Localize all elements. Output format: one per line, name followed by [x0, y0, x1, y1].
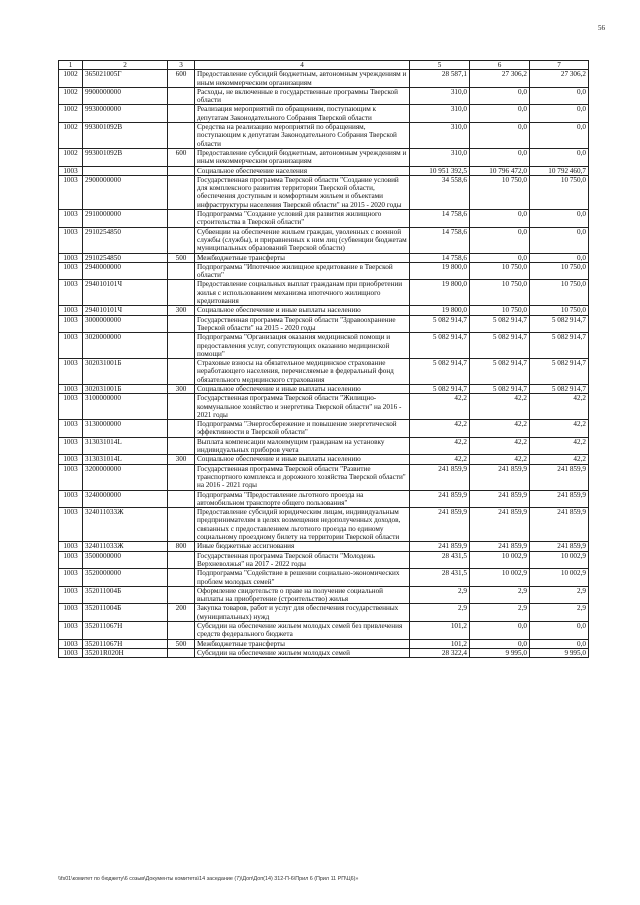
table-row	[59, 420, 589, 438]
amount-col6-cell: 27 306,2	[470, 70, 530, 88]
item-name-cell: Социальное обеспечение населения	[195, 166, 410, 175]
section-code-cell: 1003	[59, 262, 83, 280]
target-article-cell: 2940000000	[83, 262, 168, 280]
table-row	[59, 490, 589, 508]
amount-col5-cell: 42,2	[410, 420, 470, 438]
amount-col6-cell: 0,0	[470, 148, 530, 166]
item-name-cell: Оформление свидетельств о праве на получение социальной выплаты на приобретение (строительство) жилья	[195, 586, 410, 604]
table-row	[59, 70, 589, 88]
amount-col5-cell: 5 082 914,7	[410, 359, 470, 385]
amount-col5-cell: 241 859,9	[410, 490, 470, 508]
amount-col6-cell: 5 082 914,7	[470, 315, 530, 333]
expense-type-cell	[168, 648, 195, 657]
amount-col6-cell: 241 859,9	[470, 464, 530, 490]
target-article-cell: 3020000000	[83, 333, 168, 359]
expense-type-cell	[168, 490, 195, 508]
table-row	[59, 569, 589, 587]
expense-type-cell	[168, 227, 195, 253]
amount-col7-cell: 10 750,0	[530, 306, 589, 315]
target-article-cell: 993001092В	[83, 123, 168, 149]
item-name-cell: Реализация мероприятий по обращениям, поступающим к депутатам Законодательного Собрания Тверской области	[195, 105, 410, 123]
amount-col5-cell: 5 082 914,7	[410, 315, 470, 333]
item-name-cell: Иные бюджетные ассигнования	[195, 542, 410, 551]
amount-col5-cell: 14 758,6	[410, 253, 470, 262]
target-article-cell: 3500000000	[83, 551, 168, 569]
table-row	[59, 508, 589, 542]
expense-type-cell	[168, 123, 195, 149]
table-row	[59, 166, 589, 175]
amount-col6-cell: 10 750,0	[470, 262, 530, 280]
amount-col5-cell: 14 758,6	[410, 210, 470, 228]
expense-type-cell	[168, 105, 195, 123]
amount-col7-cell: 0,0	[530, 622, 589, 640]
table-row	[59, 455, 589, 464]
table-row	[59, 359, 589, 385]
amount-col6-cell: 5 082 914,7	[470, 359, 530, 385]
amount-col7-cell: 241 859,9	[530, 542, 589, 551]
section-code-cell: 1003	[59, 490, 83, 508]
table-row	[59, 262, 589, 280]
expense-type-cell	[168, 464, 195, 490]
amount-col7-cell: 10 750,0	[530, 175, 589, 209]
amount-col6-cell: 5 082 914,7	[470, 333, 530, 359]
section-code-cell: 1003	[59, 586, 83, 604]
target-article-cell: 302031001Б	[83, 384, 168, 393]
amount-col7-cell: 42,2	[530, 437, 589, 455]
table-row	[59, 333, 589, 359]
amount-col7-cell: 42,2	[530, 394, 589, 420]
amount-col6-cell: 10 750,0	[470, 280, 530, 306]
section-code-cell: 1003	[59, 333, 83, 359]
item-name-cell: Подпрограмма "Ипотечное жилищное кредитование в Тверской области"	[195, 262, 410, 280]
table-row	[59, 175, 589, 209]
section-code-cell: 1002	[59, 123, 83, 149]
header-col-5: 5	[410, 61, 470, 70]
target-article-cell: 352011004Б	[83, 604, 168, 622]
expense-type-cell	[168, 359, 195, 385]
amount-col5-cell: 310,0	[410, 123, 470, 149]
target-article-cell: 313031014L	[83, 455, 168, 464]
amount-col5-cell: 34 558,6	[410, 175, 470, 209]
table-row	[59, 253, 589, 262]
table-row	[59, 437, 589, 455]
section-code-cell: 1003	[59, 604, 83, 622]
item-name-cell: Государственная программа Тверской области "Развитие транспортного комплекса и дорожного хозяйства Тверской области" на 2016 - 2021 годы	[195, 464, 410, 490]
amount-col6-cell: 0,0	[470, 227, 530, 253]
amount-col6-cell: 0,0	[470, 639, 530, 648]
expense-type-cell	[168, 586, 195, 604]
expense-type-cell	[168, 315, 195, 333]
target-article-cell: 3520000000	[83, 569, 168, 587]
item-name-cell: Страховые взносы на обязательное медицинское страхование неработающего населения, перечисляемые в федеральный фонд обязательного медицинского страхования	[195, 359, 410, 385]
table-row	[59, 464, 589, 490]
table-header-row	[59, 61, 589, 70]
amount-col5-cell: 14 758,6	[410, 227, 470, 253]
amount-col5-cell: 42,2	[410, 437, 470, 455]
amount-col5-cell: 2,9	[410, 586, 470, 604]
item-name-cell: Социальное обеспечение и иные выплаты населению	[195, 306, 410, 315]
item-name-cell: Социальное обеспечение и иные выплаты населению	[195, 455, 410, 464]
section-code-cell: 1003	[59, 648, 83, 657]
table-row	[59, 227, 589, 253]
amount-col6-cell: 0,0	[470, 253, 530, 262]
section-code-cell: 1003	[59, 253, 83, 262]
section-code-cell: 1003	[59, 455, 83, 464]
amount-col6-cell: 2,9	[470, 604, 530, 622]
expense-type-cell	[168, 551, 195, 569]
expense-type-cell	[168, 569, 195, 587]
section-code-cell: 1003	[59, 639, 83, 648]
amount-col7-cell: 5 082 914,7	[530, 333, 589, 359]
amount-col6-cell: 0,0	[470, 123, 530, 149]
target-article-cell: 313031014L	[83, 437, 168, 455]
expense-type-cell: 300	[168, 384, 195, 393]
target-article-cell	[83, 166, 168, 175]
amount-col5-cell: 310,0	[410, 148, 470, 166]
table-row	[59, 586, 589, 604]
amount-col6-cell: 10 002,9	[470, 569, 530, 587]
section-code-cell: 1003	[59, 394, 83, 420]
amount-col5-cell: 19 800,0	[410, 280, 470, 306]
expense-type-cell	[168, 420, 195, 438]
expense-type-cell	[168, 622, 195, 640]
amount-col7-cell: 5 082 914,7	[530, 384, 589, 393]
header-col-4: 4	[195, 61, 410, 70]
amount-col7-cell: 42,2	[530, 455, 589, 464]
item-name-cell: Предоставление субсидий бюджетным, автономным учреждениям и иным некоммерческим организациям	[195, 148, 410, 166]
item-name-cell: Подпрограмма "Создание условий для развития жилищного строительства в Тверской области"	[195, 210, 410, 228]
item-name-cell: Государственная программа Тверской области "Создание условий для комплексного развития территории Тверской области, обеспечения доступным и комфортным жильем и объектами инфраструктуры населения Тверской области" на 2015 - 2020 годы	[195, 175, 410, 209]
item-name-cell: Закупка товаров, работ и услуг для обеспечения государственных (муниципальных) нужд	[195, 604, 410, 622]
amount-col7-cell: 0,0	[530, 123, 589, 149]
section-code-cell: 1003	[59, 384, 83, 393]
item-name-cell: Субсидии на обеспечение жильем молодых семей	[195, 648, 410, 657]
section-code-cell: 1003	[59, 166, 83, 175]
expense-type-cell	[168, 394, 195, 420]
item-name-cell: Подпрограмма "Организация оказания медицинской помощи и предоставления услуг, сопутствующих оказанию медицинской помощи"	[195, 333, 410, 359]
section-code-cell: 1002	[59, 70, 83, 88]
header-col-7: 7	[530, 61, 589, 70]
amount-col5-cell: 310,0	[410, 87, 470, 105]
target-article-cell: 352011067Н	[83, 622, 168, 640]
amount-col5-cell: 28 322,4	[410, 648, 470, 657]
amount-col5-cell: 101,2	[410, 622, 470, 640]
amount-col6-cell: 0,0	[470, 87, 530, 105]
item-name-cell: Подпрограмма "Содействие в решении социально-экономических проблем молодых семей"	[195, 569, 410, 587]
amount-col5-cell: 2,9	[410, 604, 470, 622]
target-article-cell: 2900000000	[83, 175, 168, 209]
header-col-2: 2	[83, 61, 168, 70]
amount-col7-cell: 2,9	[530, 586, 589, 604]
item-name-cell: Предоставление субсидий бюджетным, автономным учреждениям и иным некоммерческим организациям	[195, 70, 410, 88]
amount-col5-cell: 241 859,9	[410, 464, 470, 490]
amount-col7-cell: 0,0	[530, 210, 589, 228]
table-row	[59, 542, 589, 551]
budget-table	[58, 60, 589, 658]
amount-col7-cell: 10 792 460,7	[530, 166, 589, 175]
header-col-6: 6	[470, 61, 530, 70]
amount-col6-cell: 10 750,0	[470, 306, 530, 315]
amount-col6-cell: 10 750,0	[470, 175, 530, 209]
expense-type-cell	[168, 437, 195, 455]
amount-col6-cell: 0,0	[470, 622, 530, 640]
target-article-cell: 2910254850	[83, 227, 168, 253]
target-article-cell: 2910254850	[83, 253, 168, 262]
amount-col7-cell: 9 995,0	[530, 648, 589, 657]
amount-col6-cell: 10 002,9	[470, 551, 530, 569]
section-code-cell: 1002	[59, 105, 83, 123]
table-row	[59, 648, 589, 657]
expense-type-cell	[168, 210, 195, 228]
target-article-cell: 365021005Г	[83, 70, 168, 88]
item-name-cell: Предоставление социальных выплат гражданам при приобретении жилья с использованием механизма ипотечного жилищного кредитования	[195, 280, 410, 306]
amount-col5-cell: 28 431,5	[410, 551, 470, 569]
target-article-cell: 302031001Б	[83, 359, 168, 385]
amount-col7-cell: 241 859,9	[530, 508, 589, 542]
expense-type-cell	[168, 175, 195, 209]
amount-col5-cell: 28 431,5	[410, 569, 470, 587]
item-name-cell: Государственная программа Тверской области "Здравоохранение Тверской области" на 2015 - 2020 годы	[195, 315, 410, 333]
amount-col7-cell: 10 002,9	[530, 551, 589, 569]
amount-col6-cell: 5 082 914,7	[470, 384, 530, 393]
table-row	[59, 123, 589, 149]
expense-type-cell: 300	[168, 306, 195, 315]
amount-col6-cell: 0,0	[470, 105, 530, 123]
amount-col5-cell: 42,2	[410, 455, 470, 464]
table-row	[59, 148, 589, 166]
expense-type-cell: 300	[168, 455, 195, 464]
expense-type-cell	[168, 166, 195, 175]
header-col-1: 1	[59, 61, 83, 70]
amount-col6-cell: 42,2	[470, 455, 530, 464]
expense-type-cell: 800	[168, 542, 195, 551]
item-name-cell: Расходы, не включенные в государственные программы Тверской области	[195, 87, 410, 105]
table-row	[59, 551, 589, 569]
amount-col7-cell: 5 082 914,7	[530, 359, 589, 385]
amount-col5-cell: 5 082 914,7	[410, 384, 470, 393]
amount-col5-cell: 241 859,9	[410, 542, 470, 551]
amount-col6-cell: 0,0	[470, 210, 530, 228]
target-article-cell: 35201R020Н	[83, 648, 168, 657]
target-article-cell: 352011067Н	[83, 639, 168, 648]
target-article-cell: 324011033Ж	[83, 542, 168, 551]
expense-type-cell: 500	[168, 253, 195, 262]
amount-col6-cell: 241 859,9	[470, 490, 530, 508]
table-row	[59, 639, 589, 648]
expense-type-cell	[168, 87, 195, 105]
amount-col7-cell: 2,9	[530, 604, 589, 622]
expense-type-cell: 600	[168, 148, 195, 166]
item-name-cell: Государственная программа Тверской области "Жилищно-коммунальное хозяйство и энергетика Тверской области" на 2016 - 2021 годы	[195, 394, 410, 420]
item-name-cell: Выплата компенсации малоимущим гражданам на установку индивидуальных приборов учета	[195, 437, 410, 455]
amount-col7-cell: 42,2	[530, 420, 589, 438]
amount-col7-cell: 0,0	[530, 227, 589, 253]
amount-col7-cell: 241 859,9	[530, 464, 589, 490]
table-row	[59, 105, 589, 123]
expense-type-cell	[168, 333, 195, 359]
target-article-cell: 352011004Б	[83, 586, 168, 604]
expense-type-cell	[168, 280, 195, 306]
item-name-cell: Государственная программа Тверской области "Молодежь Верхневолжья" на 2017 - 2022 годы	[195, 551, 410, 569]
amount-col6-cell: 42,2	[470, 394, 530, 420]
table-row	[59, 604, 589, 622]
item-name-cell: Предоставление субсидий юридическим лицам, индивидуальным предпринимателям в целях возмещения недополученных доходов, связанных с предоставлением льготного проезда по единому социальному проездному билету на территории Тверской области	[195, 508, 410, 542]
expense-type-cell: 200	[168, 604, 195, 622]
section-code-cell: 1003	[59, 437, 83, 455]
amount-col7-cell: 10 750,0	[530, 262, 589, 280]
section-code-cell: 1003	[59, 508, 83, 542]
section-code-cell: 1003	[59, 306, 83, 315]
section-code-cell: 1003	[59, 622, 83, 640]
item-name-cell: Межбюджетные трансферты	[195, 639, 410, 648]
amount-col6-cell: 2,9	[470, 586, 530, 604]
target-article-cell: 324011033Ж	[83, 508, 168, 542]
amount-col7-cell: 0,0	[530, 105, 589, 123]
table-row	[59, 280, 589, 306]
table-row	[59, 315, 589, 333]
expense-type-cell	[168, 262, 195, 280]
amount-col6-cell: 42,2	[470, 437, 530, 455]
table-row	[59, 384, 589, 393]
expense-type-cell	[168, 508, 195, 542]
amount-col5-cell: 101,2	[410, 639, 470, 648]
footer-file-path: \\fs01\комитет по бюджету\6 созыв\Документы комитета\14 заседание (7)\Доп\Доп(14) 312-П-6\Прил 6 (Прил 11 РП\Ц6)»	[58, 876, 359, 882]
section-code-cell: 1003	[59, 280, 83, 306]
target-article-cell: 3100000000	[83, 394, 168, 420]
amount-col6-cell: 241 859,9	[470, 508, 530, 542]
amount-col6-cell: 241 859,9	[470, 542, 530, 551]
expense-type-cell: 500	[168, 639, 195, 648]
target-article-cell: 3130000000	[83, 420, 168, 438]
header-col-3: 3	[168, 61, 195, 70]
section-code-cell: 1002	[59, 87, 83, 105]
target-article-cell: 9930000000	[83, 105, 168, 123]
table-row	[59, 394, 589, 420]
target-article-cell: 9900000000	[83, 87, 168, 105]
target-article-cell: 294010101Ч	[83, 306, 168, 315]
amount-col5-cell: 5 082 914,7	[410, 333, 470, 359]
table-body	[59, 70, 589, 658]
table-row	[59, 622, 589, 640]
amount-col7-cell: 0,0	[530, 253, 589, 262]
item-name-cell: Межбюджетные трансферты	[195, 253, 410, 262]
amount-col7-cell: 10 750,0	[530, 280, 589, 306]
item-name-cell: Субвенции на обеспечение жильем граждан, уволенных с военной службы (службы), и приравненных к ним лиц (субвенции бюджетам муниципальных образований Тверской области)	[195, 227, 410, 253]
section-code-cell: 1002	[59, 148, 83, 166]
amount-col5-cell: 42,2	[410, 394, 470, 420]
amount-col7-cell: 0,0	[530, 87, 589, 105]
section-code-cell: 1003	[59, 315, 83, 333]
section-code-cell: 1003	[59, 175, 83, 209]
page-number: 56	[598, 24, 605, 32]
section-code-cell: 1003	[59, 420, 83, 438]
section-code-cell: 1003	[59, 359, 83, 385]
item-name-cell: Социальное обеспечение и иные выплаты населению	[195, 384, 410, 393]
amount-col7-cell: 5 082 914,7	[530, 315, 589, 333]
amount-col5-cell: 19 800,0	[410, 306, 470, 315]
target-article-cell: 3000000000	[83, 315, 168, 333]
amount-col5-cell: 19 800,0	[410, 262, 470, 280]
item-name-cell: Средства на реализацию мероприятий по обращениям, поступающим к депутатам Законодательного Собрания Тверской области	[195, 123, 410, 149]
target-article-cell: 3200000000	[83, 464, 168, 490]
item-name-cell: Субсидии на обеспечение жильем молодых семей без привлечения средств федерального бюджета	[195, 622, 410, 640]
item-name-cell: Подпрограмма "Энергосбережение и повышение энергетической эффективности в Тверской области"	[195, 420, 410, 438]
section-code-cell: 1003	[59, 542, 83, 551]
target-article-cell: 294010101Ч	[83, 280, 168, 306]
amount-col7-cell: 0,0	[530, 148, 589, 166]
expense-type-cell: 600	[168, 70, 195, 88]
amount-col5-cell: 28 587,1	[410, 70, 470, 88]
table-row	[59, 210, 589, 228]
table-row	[59, 306, 589, 315]
section-code-cell: 1003	[59, 210, 83, 228]
amount-col6-cell: 10 796 472,0	[470, 166, 530, 175]
amount-col6-cell: 9 995,0	[470, 648, 530, 657]
amount-col6-cell: 42,2	[470, 420, 530, 438]
section-code-cell: 1003	[59, 569, 83, 587]
amount-col7-cell: 10 002,9	[530, 569, 589, 587]
section-code-cell: 1003	[59, 551, 83, 569]
item-name-cell: Подпрограмма "Предоставление льготного проезда на автомобильном транспорте общего пользования"	[195, 490, 410, 508]
amount-col7-cell: 0,0	[530, 639, 589, 648]
target-article-cell: 2910000000	[83, 210, 168, 228]
section-code-cell: 1003	[59, 464, 83, 490]
amount-col5-cell: 310,0	[410, 105, 470, 123]
table-row	[59, 87, 589, 105]
amount-col5-cell: 241 859,9	[410, 508, 470, 542]
target-article-cell: 993001092В	[83, 148, 168, 166]
section-code-cell: 1003	[59, 227, 83, 253]
amount-col7-cell: 241 859,9	[530, 490, 589, 508]
amount-col5-cell: 10 951 392,5	[410, 166, 470, 175]
target-article-cell: 3240000000	[83, 490, 168, 508]
amount-col7-cell: 27 306,2	[530, 70, 589, 88]
